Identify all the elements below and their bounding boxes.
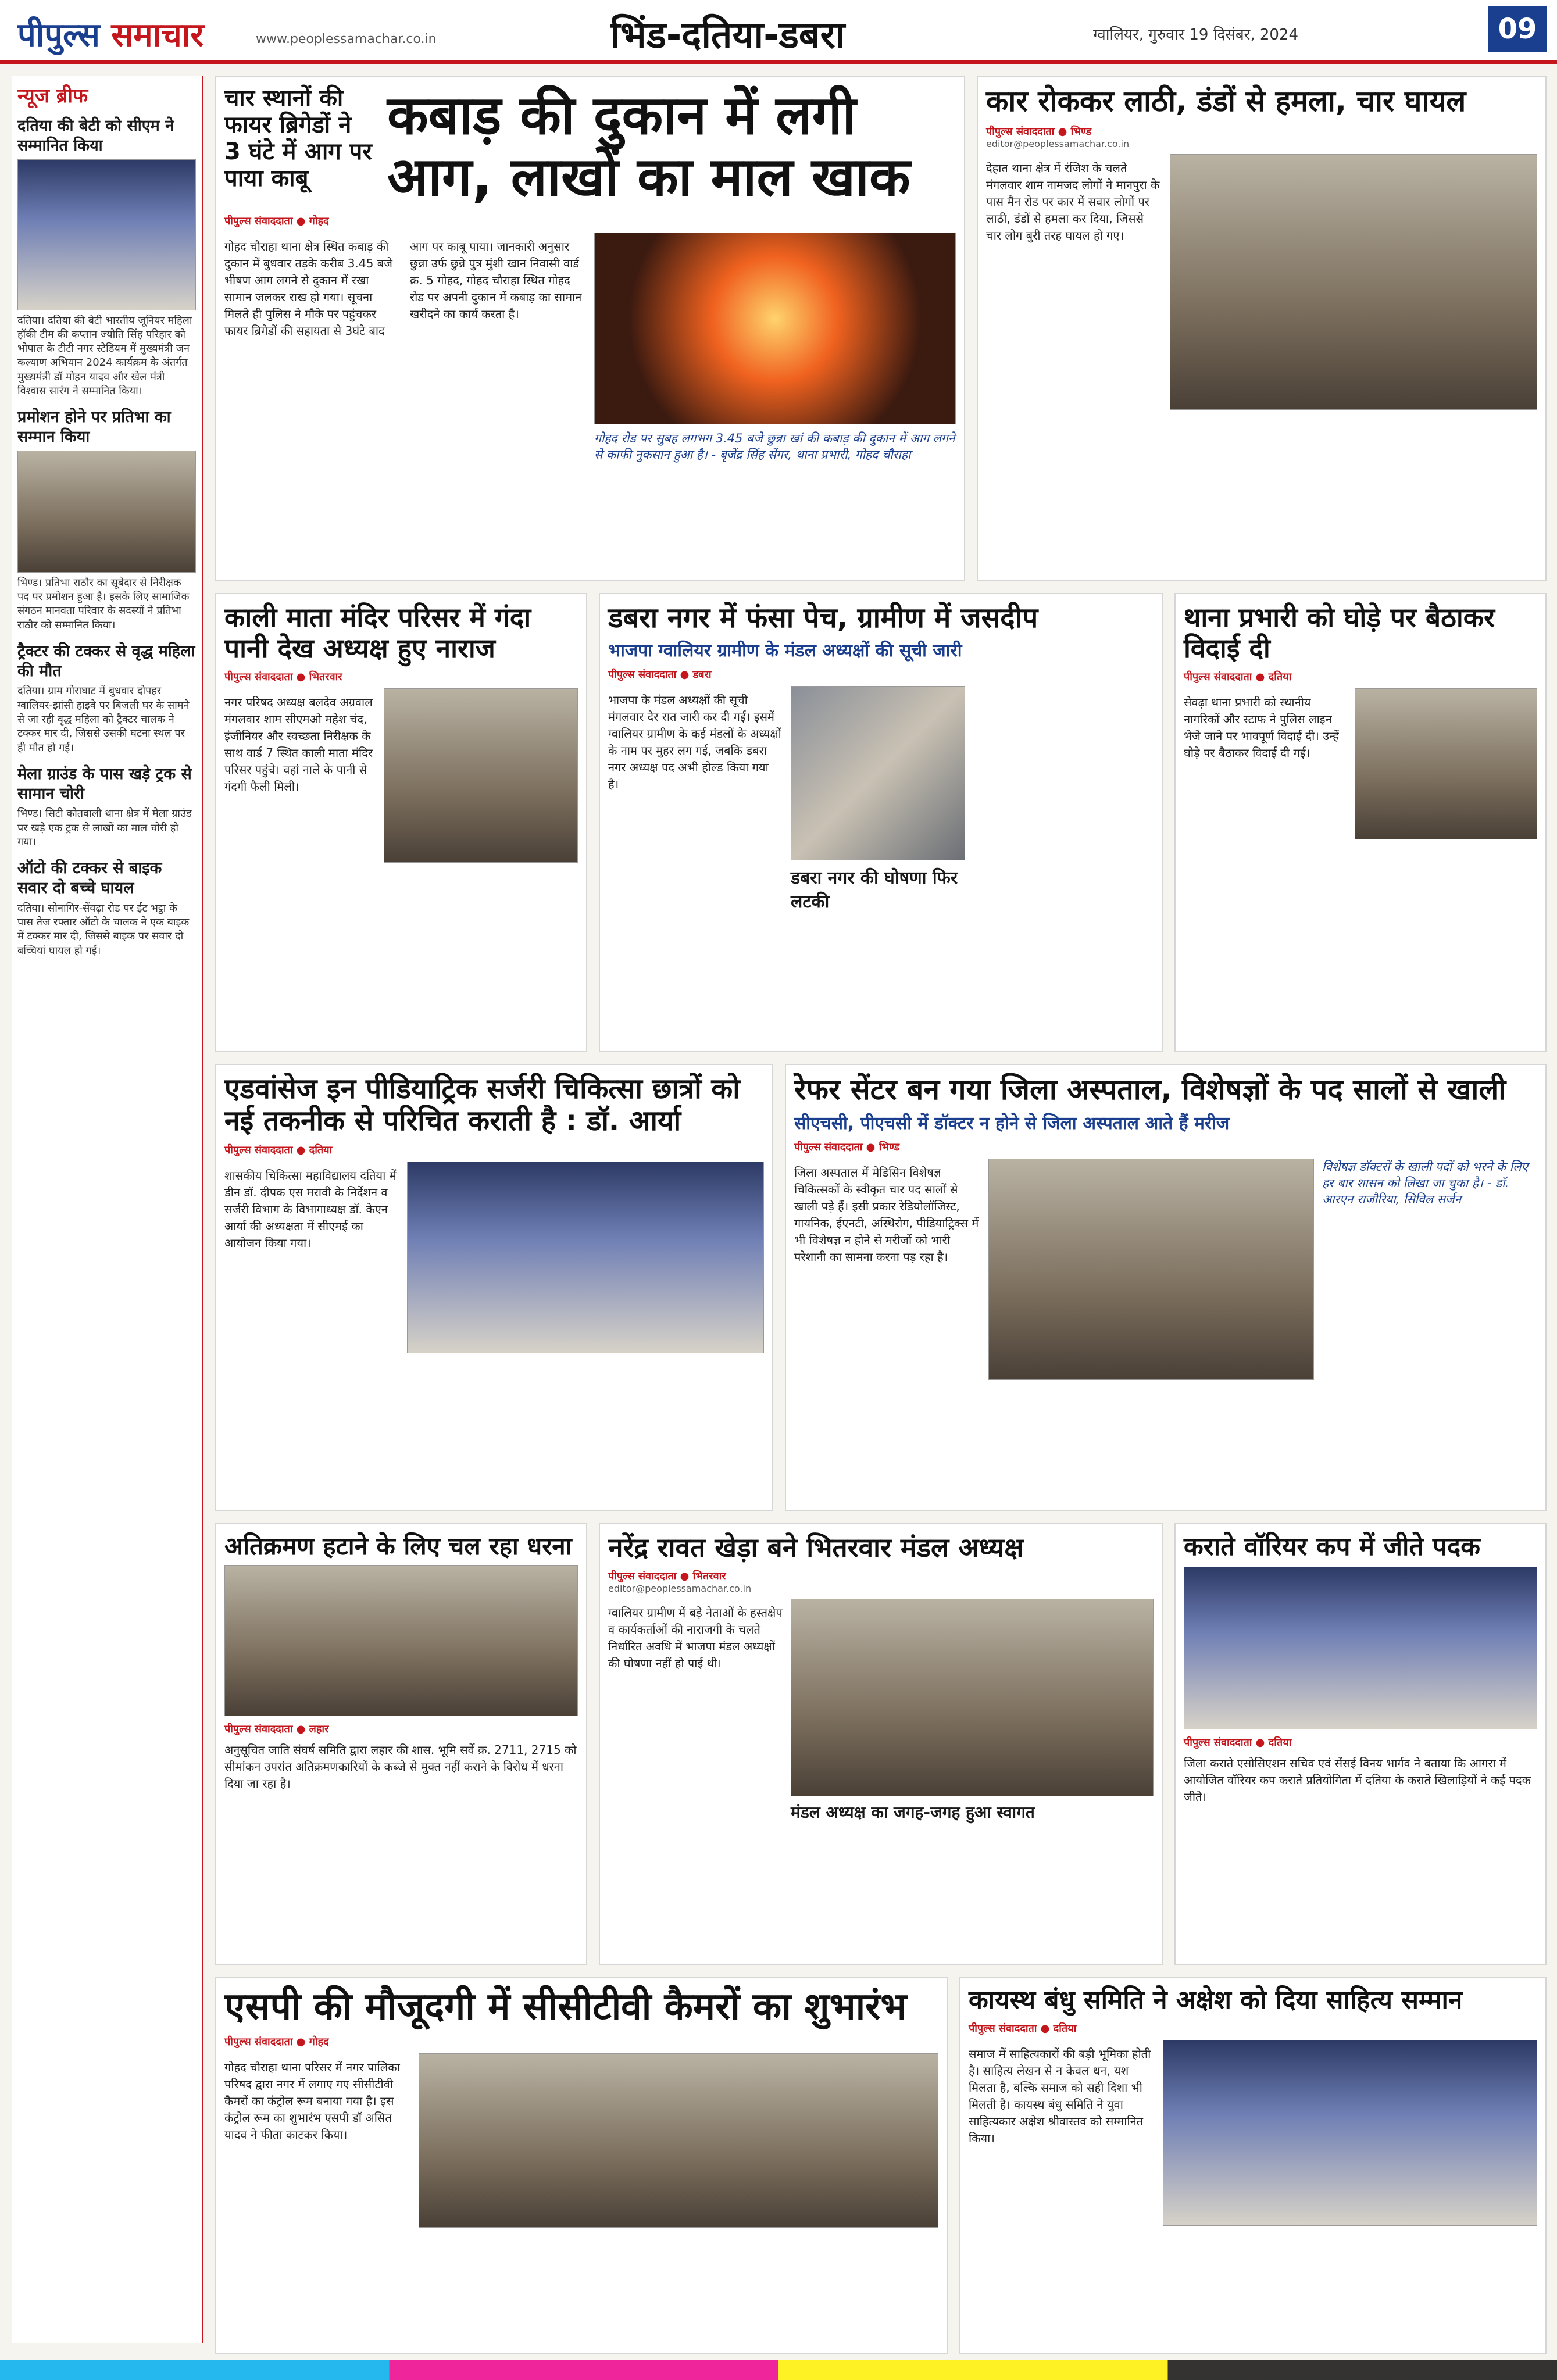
pediatric-byline: पीपुल्स संवाददाता ● दतिया <box>224 1144 333 1157</box>
story-kayasth[interactable] <box>959 1977 1547 2354</box>
story-fire[interactable] <box>215 76 965 581</box>
karate-headline: कराते वॉरियर कप में जीते पदक <box>1184 1532 1480 1561</box>
pediatric-body: शासकीय चिकित्सा महाविद्यालय दतिया में डीन डॉ. दीपक एस मरावी के निर्देशन व सर्जरी विभाग के विभागाध्यक्ष डॉ. केएन आर्या की अध्यक्षता में सीएमई का आयोजन किया गया। <box>224 1168 397 1250</box>
encroach-byline: पीपुल्स संवाददाता ● लहार <box>224 1723 329 1736</box>
story-encroachment[interactable] <box>215 1523 587 1965</box>
rawat-photo <box>791 1599 1154 1796</box>
dabra-byline: पीपुल्स संवाददाता ● डबरा <box>608 669 712 681</box>
story-pediatric[interactable] <box>215 1064 773 1511</box>
color-registration-bar <box>0 2360 1557 2380</box>
pediatric-headline: एडवांसेज इन पीडियाट्रिक सर्जरी चिकित्सा छात्रों को नई तकनीक से परिचित कराती है : डॉ. आर्या <box>224 1073 740 1138</box>
brief-text: भिण्ड। सिटी कोतवाली थाना क्षेत्र में मेला ग्राउंड पर खड़े एक ट्रक से लाखों का माल चोरी हो गया। <box>17 807 192 849</box>
brief-item[interactable] <box>17 859 196 958</box>
story-dabra[interactable] <box>599 593 1163 1052</box>
site-url[interactable]: www.peoplessamachar.co.in <box>256 32 437 47</box>
brief-text: भिण्ड। प्रतिभा राठौर का सूबेदार से निरीक्षक पद पर प्रमोशन हुआ है। इसके लिए सामाजिक संगठन मानवता परिवार के सदस्यों ने प्रतिभा राठौर को सम्मानित किया। <box>17 576 190 631</box>
news-brief-sidebar <box>12 76 203 2343</box>
rawat-byline: पीपुल्स संवाददाता ● भितरवार <box>608 1570 726 1582</box>
dabra-headline: डबरा नगर में फंसा पेच, ग्रामीण में जसदीप <box>608 602 1038 634</box>
brief-text: दतिया। दतिया की बेटी भारतीय जूनियर महिला हॉकी टीम की कप्तान ज्योति सिंह परिहार को भोपाल के टीटी नगर स्टेडियम में मुख्यमंत्री जन कल्याण अभियान 2024 कार्यक्रम के अंतर्गत मुख्यमंत्री डॉ मोहन यादव और खेल मंत्री विश्वास सारंग ने सम्मानित किया। <box>17 314 192 397</box>
dabra-body: भाजपा के मंडल अध्यक्षों की सूची मंगलवार देर रात जारी कर दी गई। इसमें ग्वालियर ग्रामीण के कई मंडलों के अध्यक्षों के नाम पर मुहर लग गई, जबकि डबरा नगर अध्यक्ष पद अभी होल्ड किया गया है। <box>608 693 781 792</box>
brief-item[interactable] <box>17 642 196 755</box>
thana-headline: थाना प्रभारी को घोड़े पर बैठाकर विदाई दी <box>1184 602 1495 664</box>
fire-byline: पीपुल्स संवाददाता ● गोहद <box>224 215 329 227</box>
cctv-body: गोहद चौराहा थाना परिसर में नगर पालिका परिषद द्वारा नगर में लगाए गए सीसीटीवी कैमरों का कंट्रोल रूम बनाया गया है। इस कंट्रोल रूम का शुभारंभ एसपी डॉ असित यादव ने फीता काटकर किया। <box>224 2060 400 2142</box>
encroach-body: अनुसूचित जाति संघर्ष समिति द्वारा लहार की शास. भूमि सर्वे क्र. 2711, 2715 को सीमांकन उपरांत अतिक्रमणकारियों के कब्जे से मुक्त नहीं कराने के विरोध में धरना दिया जा रहा है। <box>224 1743 577 1791</box>
brief-photo <box>17 451 196 573</box>
rawat-body: ग्वालियर ग्रामीण में बड़े नेताओं के हस्तक्षेप व कार्यकर्ताओं की नाराजगी के चलते निर्धारित अवधि में भाजपा मंडल अध्यक्षों की घोषणा नहीं हो पाई थी। <box>608 1605 783 1670</box>
encroach-headline: अतिक्रमण हटाने के लिए चल रहा धरना <box>224 1532 572 1560</box>
cctv-photo <box>419 2053 938 2228</box>
encroach-photo <box>224 1565 578 1716</box>
rawat-caption: मंडल अध्यक्ष का जगह-जगह हुआ स्वागत <box>791 1802 1035 1822</box>
thana-body: सेवढ़ा थाना प्रभारी को स्थानीय नागरिकों और स्टाफ ने पुलिस लाइन भेजे जाने पर भावपूर्ण विदाई दी। उन्हें घोड़े पर बैठाकर विदाई दी गई। <box>1184 695 1339 760</box>
car-photo <box>1170 154 1537 410</box>
kali-photo <box>384 688 578 863</box>
story-karate[interactable] <box>1174 1523 1547 1965</box>
logo-text-b: समाचार <box>111 16 204 54</box>
kayasth-headline: कायस्थ बंधु समिति ने अक्षेश को दिया साहित्य सम्मान <box>969 1985 1463 2015</box>
dabra-photo <box>791 686 965 860</box>
dateline: ग्वालियर, गुरुवार 19 दिसंबर, 2024 <box>1093 26 1299 44</box>
fire-body: गोहद चौराहा थाना क्षेत्र स्थित कबाड़ की दुकान में बुधवार तड़के करीब 3.45 बजे भीषण आग लगने से दुकान में रखा सामान जलकर राख हो गया। सूचना मिलते ही पुलिस ने मौके पर पहुंचकर फायर ब्रिगेडों की सहायता से 3घंटे बाद आग पर काबू पाया। जानकारी अनुसार छुन्ना उर्फ छुन्ने पुत्र मुंशी खान निवासी वार्ड क्र. 5 गोहद, गोहद चौराहा स्थित गोहद रोड पर अपनी दुकान में कबाड़ का सामान खरीदने का कार्य करता है। <box>224 239 582 338</box>
car-byline: पीपुल्स संवाददाता ● भिण्ड <box>986 125 1092 138</box>
story-cctv[interactable] <box>215 1977 948 2354</box>
brief-head: दतिया की बेटी को सीएम ने सम्मानित किया <box>17 117 174 155</box>
rawat-headline: नरेंद्र रावत खेड़ा बने भितरवार मंडल अध्यक्ष <box>608 1532 1024 1563</box>
referral-body: जिला अस्पताल में मेडिसिन विशेषज्ञ चिकित्सकों के स्वीकृत चार पद सालों से खाली पड़े हैं। इसी प्रकार रेडियोलॉजिस्ट, गायनिक, ईएनटी, अस्थिरोग, पीडियाट्रिक्स में भी विशेषज्ञ न होने से मरीजों को भारी परेशानी का सामना करना पड़ रहा है। <box>794 1165 979 1264</box>
fire-photo <box>594 233 956 424</box>
rawat-email[interactable]: editor@peoplessamachar.co.in <box>608 1582 752 1594</box>
dabra-subhead: भाजपा ग्वालियर ग्रामीण के मंडल अध्यक्षों की सूची जारी <box>608 641 962 662</box>
referral-photo <box>988 1159 1314 1380</box>
fire-quote: गोहद रोड पर सुबह लगभग 3.45 बजे छुन्ना खां की कबाड़ की दुकान में आग लगने से काफी नुकसान हुआ है। - बृजेंद्र सिंह सेंगर, थाना प्रभारी, गोहद चौराहा <box>594 431 955 462</box>
kali-byline: पीपुल्स संवाददाता ● भितरवार <box>224 670 342 683</box>
kayasth-photo <box>1163 2040 1537 2226</box>
thana-photo <box>1355 688 1537 839</box>
referral-byline: पीपुल्स संवाददाता ● भिण्ड <box>794 1141 900 1153</box>
kayasth-body: समाज में साहित्यकारों की बड़ी भूमिका होती है। साहित्य लेखन से न केवल धन, यश मिलता है, बल्कि समाज को सही दिशा भी मिलती है। कायस्थ बंधु समिति ने युवा साहित्यकार अक्षेश श्रीवास्तव को सम्मानित किया। <box>969 2046 1151 2145</box>
brief-item[interactable] <box>17 116 196 398</box>
brief-head: ऑटो की टक्कर से बाइक सवार दो बच्चे घायल <box>17 859 162 898</box>
section-title: भिंड-दतिया-डबरा <box>610 14 845 57</box>
logo[interactable] <box>17 12 203 56</box>
kali-body: नगर परिषद अध्यक्ष बलदेव अग्रवाल मंगलवार शाम सीएमओ महेश चंद, इंजीनियर और स्वच्छता निरीक्षक के साथ वार्ड 7 स्थित काली माता मंदिर परिसर पहुंचे। वहां नाले के पानी से गंदगी फैली मिली। <box>224 695 373 794</box>
page-number: 09 <box>1488 6 1547 52</box>
karate-body: जिला कराते एसोसिएशन सचिव एवं सेंसई विनय भार्गव ने बताया कि आगरा में आयोजित वॉरियर कप कराते प्रतियोगिता में दतिया के कराते खिलाड़ियों ने कई पदक जीते। <box>1184 1756 1531 1804</box>
car-headline: कार रोककर लाठी, डंडों से हमला, चार घायल <box>986 84 1466 118</box>
cctv-byline: पीपुल्स संवाददाता ● गोहद <box>224 2035 329 2048</box>
brief-text: दतिया। सोनागिर-सेंवढ़ा रोड पर ईंट भट्ठा के पास तेज रफ्तार ऑटो के चालक ने एक बाइक में टक्कर मार दी, जिससे बाइक पर सवार दो बच्चियां घायल हो गईं। <box>17 902 190 957</box>
referral-headline: रेफर सेंटर बन गया जिला अस्पताल, विशेषज्ञों के पद सालों से खाली <box>794 1073 1506 1106</box>
brief-head: प्रमोशन होने पर प्रतिभा का सम्मान किया <box>17 408 171 446</box>
karate-byline: पीपुल्स संवाददाता ● दतिया <box>1184 1736 1292 1749</box>
news-brief-title: न्यूज ब्रीफ <box>17 84 88 108</box>
fire-headline: कबाड़ की दुकान में लगी आग, लाखों का माल खाक <box>387 84 910 208</box>
brief-item[interactable] <box>17 764 196 849</box>
kali-headline: काली माता मंदिर परिसर में गंदा पानी देख अध्यक्ष हुए नाराज <box>224 602 531 664</box>
story-kali-mata[interactable] <box>215 593 587 1052</box>
story-referral[interactable] <box>785 1064 1547 1511</box>
car-email[interactable]: editor@peoplessamachar.co.in <box>986 138 1130 149</box>
karate-photo <box>1184 1567 1537 1729</box>
fire-side-headline: चार स्थानों की फायर ब्रिगेडों ने 3 घंटे में आग पर पाया काबू <box>224 85 372 192</box>
brief-head: ट्रैक्टर की टक्कर से वृद्ध महिला की मौत <box>17 642 195 680</box>
brief-text: दतिया। ग्राम गोराघाट में बुधवार दोपहर ग्वालियर-झांसी हाइवे पर बिजली घर के सामने से जा रही वृद्ध महिला को ट्रैक्टर चालक ने टक्कर मार दी, जिससे उसकी घटना स्थल पर ही मौत हो गई। <box>17 685 190 754</box>
brief-photo <box>17 159 196 310</box>
story-car-attack[interactable] <box>977 76 1547 581</box>
cctv-headline: एसपी की मौजूदगी में सीसीटीवी कैमरों का शुभारंभ <box>224 1985 907 2028</box>
logo-text-a: पीपुल्स <box>17 16 100 54</box>
story-rawat[interactable] <box>599 1523 1163 1965</box>
dabra-caption: डबरा नगर की घोषणा फिर लटकी <box>791 868 958 913</box>
kayasth-byline: पीपुल्स संवाददाता ● दतिया <box>969 2022 1077 2035</box>
brief-item[interactable] <box>17 408 196 632</box>
referral-subhead: सीएचसी, पीएचसी में डॉक्टर न होने से जिला अस्पताल आते हैं मरीज <box>794 1113 1230 1134</box>
pediatric-photo <box>407 1162 764 1353</box>
thana-byline: पीपुल्स संवाददाता ● दतिया <box>1184 670 1292 683</box>
story-thana-farewell[interactable] <box>1174 593 1547 1052</box>
brief-head: मेला ग्राउंड के पास खड़े ट्रक से सामान चोरी <box>17 764 192 803</box>
referral-quote: विशेषज्ञ डॉक्टरों के खाली पदों को भरने के लिए हर बार शासन को लिखा जा चुका है। - डॉ. आरएन राजौरिया, सिविल सर्जन <box>1322 1159 1529 1207</box>
car-body: देहात थाना क्षेत्र में रंजिश के चलते मंगलवार शाम नामजद लोगों ने मानपुरा के पास मैन रोड पर कार में सवार लोगों पर लाठी, डंडों से हमला कर दिया, जिससे चार लोग बुरी तरह घायल हो गए। <box>986 160 1160 242</box>
